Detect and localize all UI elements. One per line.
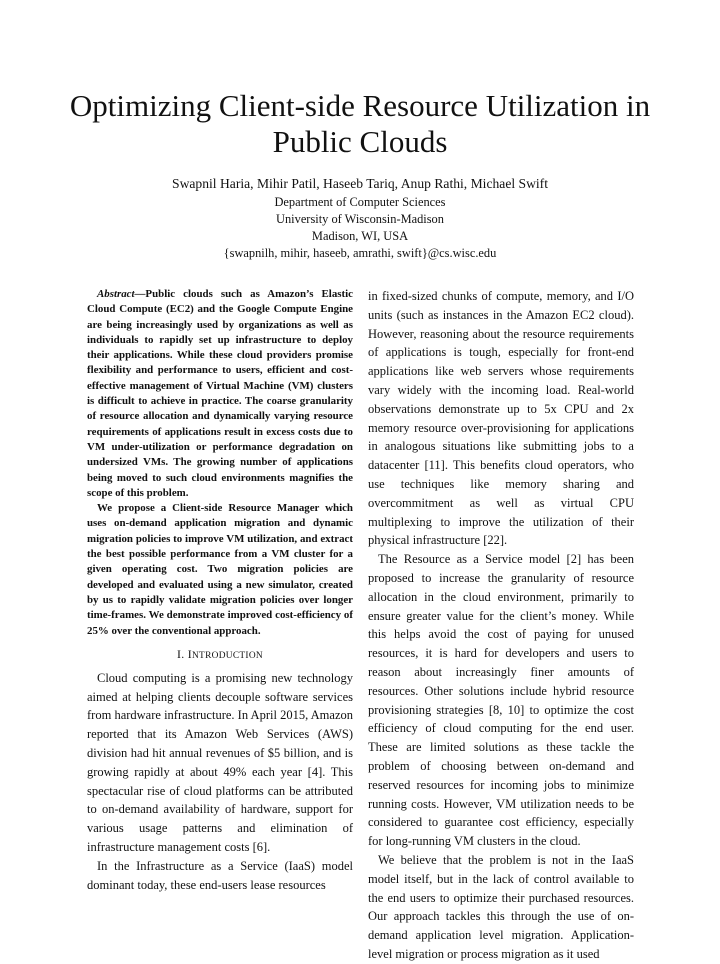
abstract-paragraph-2: We propose a Client-side Resource Manager which uses on-demand application migration and dynamic migration policies to improve VM utilization, and extract the best possible performance from a VM cluster for a given operating cost. Two migration policies are developed and evaluated using a new simulator, created by us to rapidly validate migration policies over longer time-frames. We demonstrate improved cost-efficiency of 25% over the conventional approach.: [87, 502, 353, 637]
body-paragraph: We believe that the problem is not in the IaaS model itself, but in the lack of control available to the end users to optimize their purchased resources. Our approach tackles this through the use of on-demand application level migration. Application-level migration or process migration as it used: [368, 852, 634, 961]
abstract-paragraph-1: [87, 287, 353, 501]
section-heading-introduction: [87, 646, 353, 664]
abstract-label: Abstract: [97, 288, 135, 300]
abstract: [87, 287, 353, 639]
body-paragraph: Cloud computing is a promising new technology aimed at helping clients decouple software services from hardware infrastructure. In April 2015, Amazon reported that its Amazon Web Services (AWS) division had hit annual revenues of $5 billion, and is growing rapidly at about 49% each year [4]. This spectacular rise of cloud platforms can be attributed to on-demand availability of hardware, support for various usage patterns and elimination of infrastructure management costs [6].: [87, 670, 353, 854]
abstract-text-1: —Public clouds such as Amazon’s Elastic Cloud Compute (EC2) and the Google Compute Engine are being increasingly used by organizations as well as individuals to rapidly set up infrastructure to deploy their applications. While these cloud providers promise flexibility and performance to users, efficient and cost-effective management of Virtual Machine (VM) clusters is difficult to achieve in practice. The coarse granularity of resource allocation and dynamically varying resource requirements of applications result in excess costs due to VM under-utilization or performance degradation on undersized VMs. The growing number of applications being moved to such cloud environments magnifies the scope of this problem.: [87, 288, 353, 499]
affiliation-location: Madison, WI, USA: [311, 229, 409, 243]
right-column: [368, 287, 634, 964]
body-paragraph: The Resource as a Service model [2] has been proposed to increase the granularity of resource allocation in the cloud environment, primarily to ensure greater value for the client’s money. While this helps avoid the cost of paying for unused resources, it is hard for developers and users to reason about increasingly finer amounts of resources. Other solutions include hybrid resource provisioning strategies [8, 10] to optimize the cost efficiency of cloud computing for the end user. These are limited solutions as these tackle the problem of choosing between on-demand and reserved resources for incoming jobs to minimize running costs. However, VM utilization needs to be considered to guarantee cost efficiency, especially for long-running VM clusters in the cloud.: [368, 552, 634, 849]
right-column-body: [368, 287, 634, 964]
left-column: [87, 287, 353, 894]
paper-title: Optimizing Client-side Resource Utilization in Public Clouds: [69, 88, 651, 159]
author-list: Swapnil Haria, Mihir Patil, Haseeb Tariq, Anup Rathi, Michael Swift: [172, 176, 548, 191]
body-paragraph: in fixed-sized chunks of compute, memory, and I/O units (such as instances in the Amazon EC2 cloud). However, reasoning about the resource requirements of applications is tough, especially for front-end applications like web servers whose requirements vary widely with the incoming load. Real-world observations demonstrate up to 5x CPU and 2x memory resource over-provisioning for applications in analogous situations like submitting jobs to a datacenter [11]. This benefits cloud operators, who use techniques like memory sharing and overcommitment as well as virtual CPU multiplexing to improve the utilization of their physical infrastructure [22].: [368, 289, 634, 548]
affiliation-emails: {swapnilh, mihir, haseeb, amrathi, swift}@cs.wisc.edu: [223, 246, 497, 260]
affiliation-department: Department of Computer Sciences: [274, 195, 446, 209]
body-paragraph: In the Infrastructure as a Service (IaaS) model dominant today, these end-users lease resources: [87, 858, 353, 892]
section-title-rest: NTRODUCTION: [191, 650, 263, 661]
affiliation-university: University of Wisconsin-Madison: [276, 212, 444, 226]
section-title-initial: I: [187, 646, 192, 661]
introduction-body: [87, 669, 353, 895]
section-number: I.: [177, 646, 185, 661]
